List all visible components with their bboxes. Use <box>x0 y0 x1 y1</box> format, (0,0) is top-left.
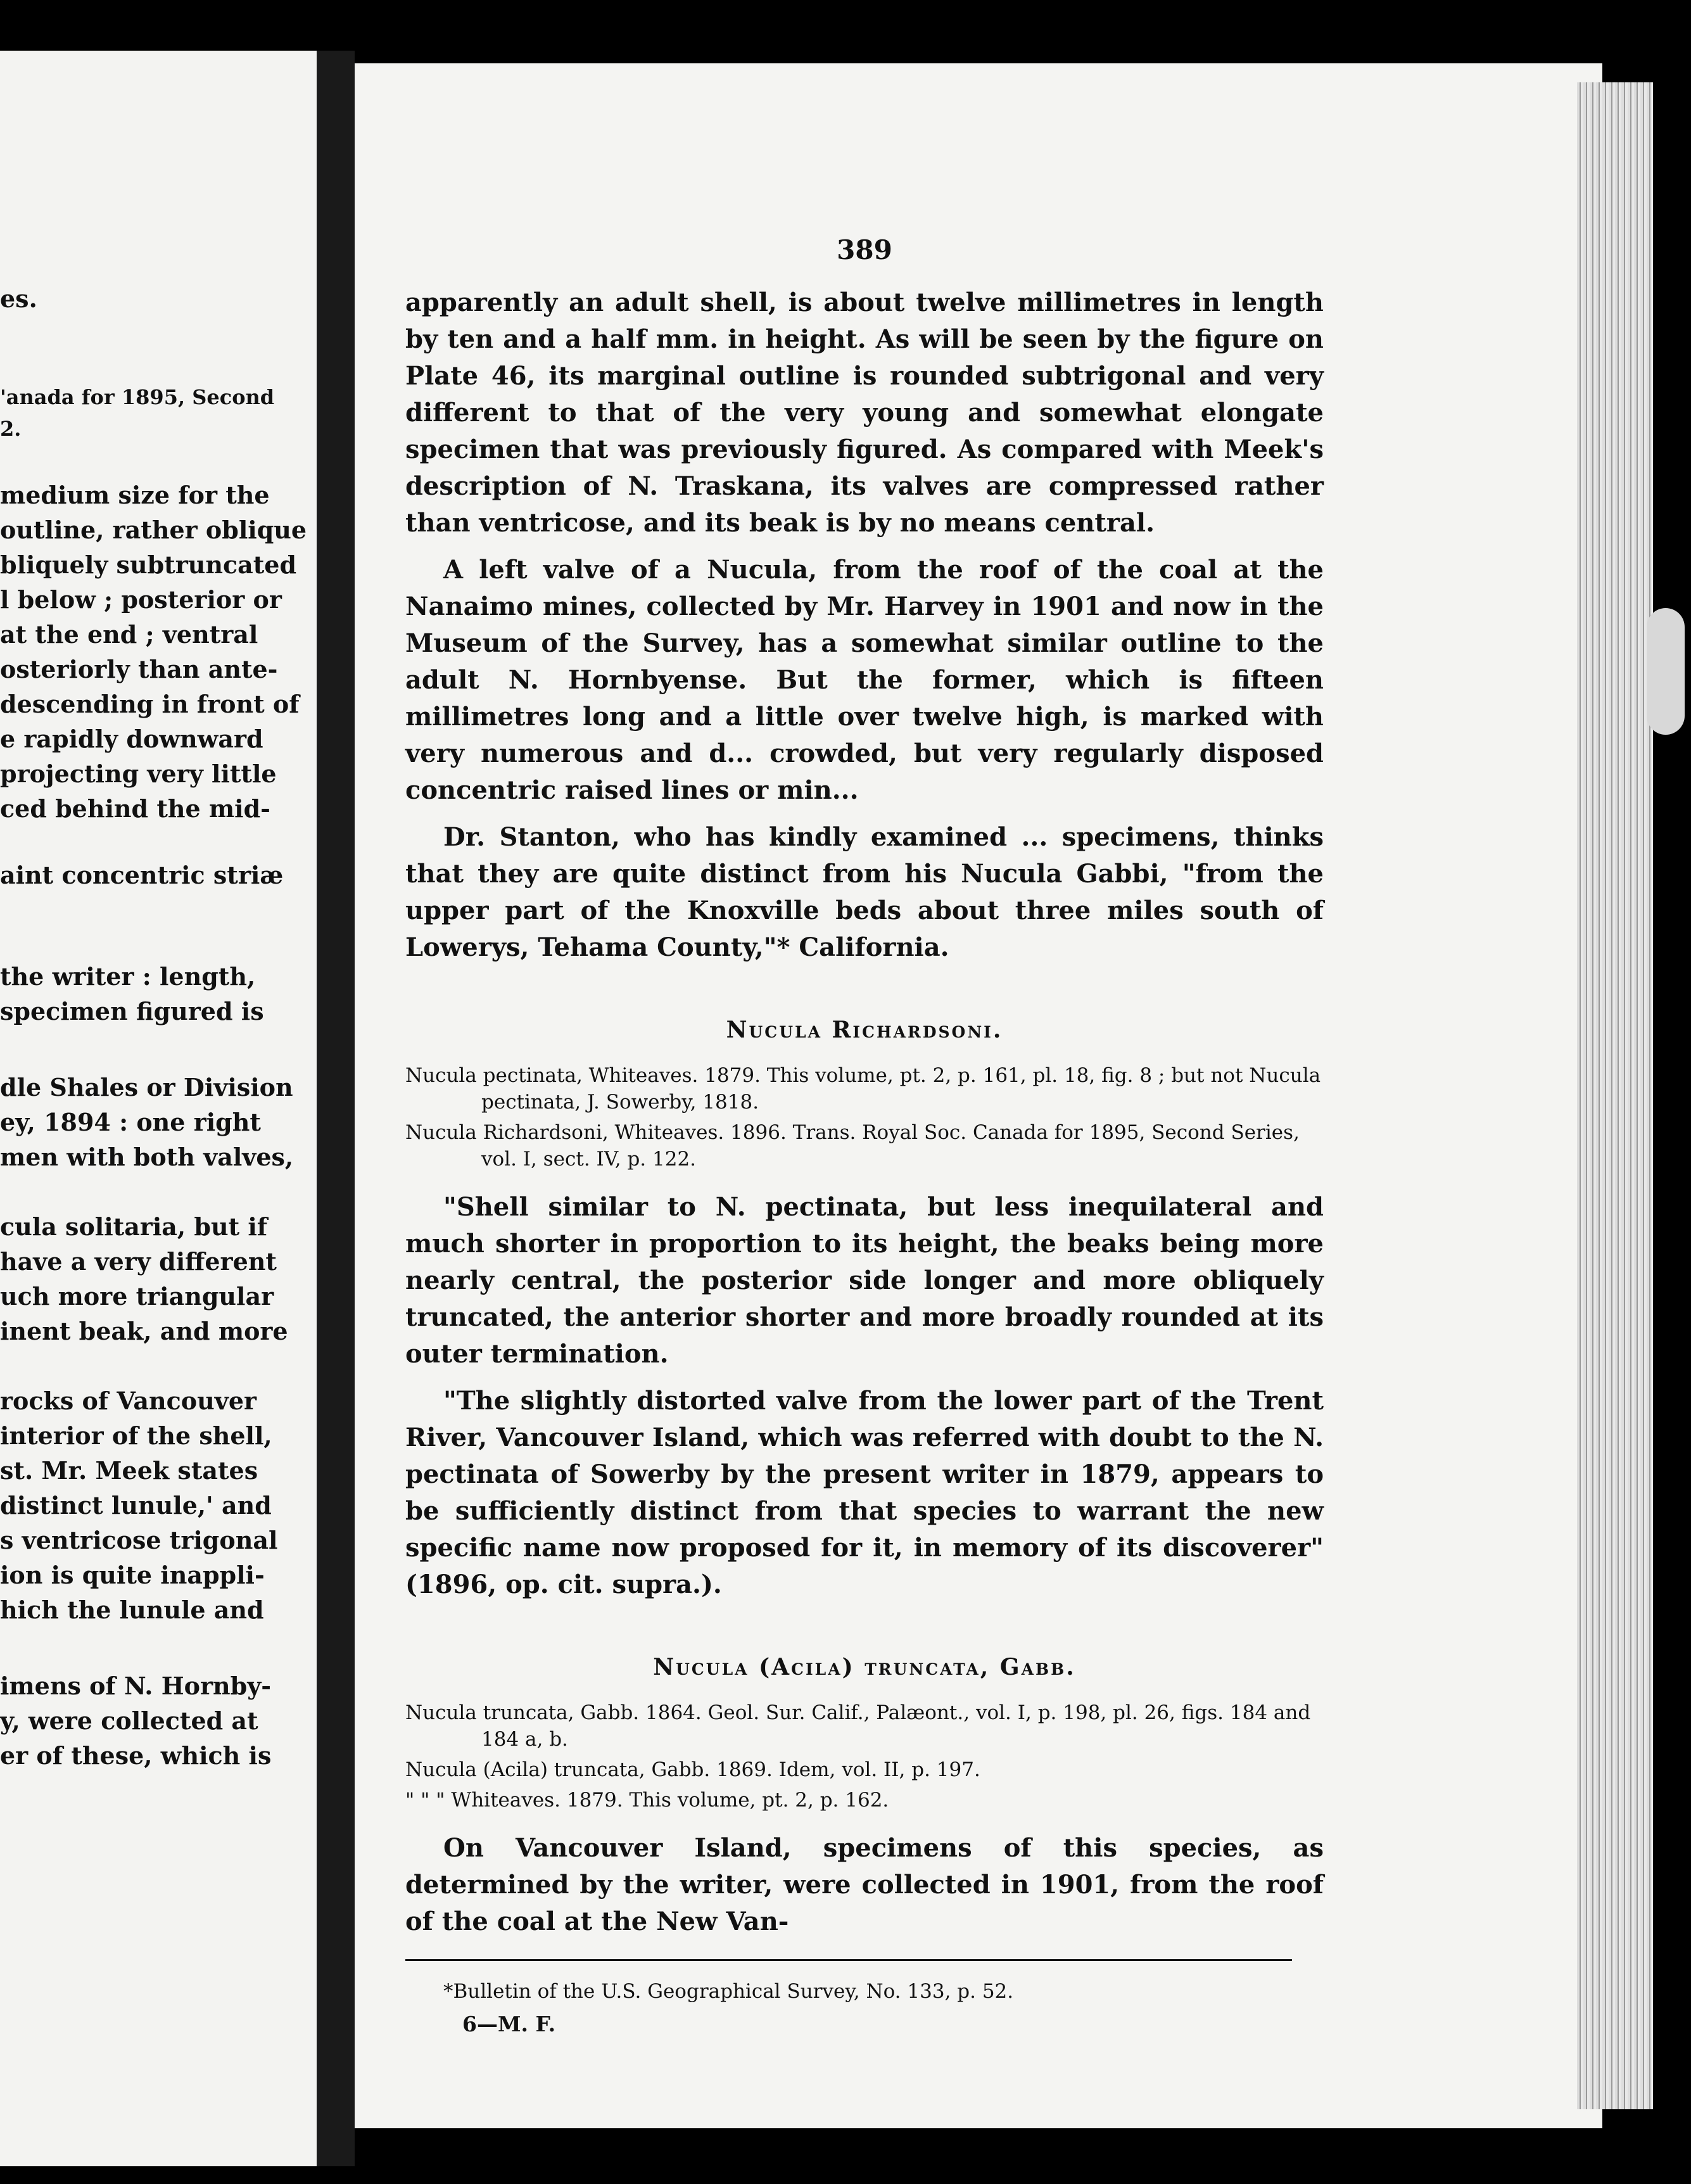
left-page <box>0 51 317 2166</box>
left-page-line: aint concentric striæ <box>0 861 284 889</box>
left-page-line: specimen figured is <box>0 997 264 1025</box>
paragraph-continuation: apparently an adult shell, is about twelve millimetres in length by ten and a half mm. in height. As will be seen by the figure on Plate 46, its marginal outline is rounded subtrigonal and very different to that of the very young and somewhat elongate specimen that was previously figured. As compared with Meek's description of N. Traskana, its valves are compressed rather than ventricose, and its beak is by no means central. <box>405 288 1324 538</box>
left-page-line: cula solitaria, but if <box>0 1212 268 1241</box>
left-page-line: rocks of Vancouver <box>0 1387 257 1415</box>
left-page-line: outline, rather oblique <box>0 516 307 544</box>
left-page-line: 'anada for 1895, Second <box>0 385 275 409</box>
left-page-line: inent beak, and more <box>0 1317 288 1345</box>
left-page-line: hich the lunule and <box>0 1596 264 1624</box>
left-page-line: y, were collected at <box>0 1706 258 1735</box>
left-page-line: er of these, which is <box>0 1741 272 1770</box>
left-page-line: es. <box>0 284 37 313</box>
page-edges <box>1577 82 1653 2109</box>
synonymy-richardsoni <box>405 1062 1324 1172</box>
footnote-rule <box>405 1959 1292 1961</box>
left-page-line: medium size for the <box>0 481 270 509</box>
synonym-entry: Nucula pectinata, Whiteaves. 1879. This volume, pt. 2, p. 161, pl. 18, fig. 8 ; but not Nucula pectinata, J. Sowerby, 1818. <box>405 1064 1321 1114</box>
heading-nucula-acila-truncata: Nucula (Acila) truncata, Gabb. <box>653 1654 1076 1680</box>
left-page-line: imens of N. Hornby- <box>0 1672 272 1700</box>
left-page-line: men with both valves, <box>0 1143 294 1171</box>
synonym-entry: " " " Whiteaves. 1879. This volume, pt. 2, p. 162. <box>405 1789 889 1812</box>
left-page-line: have a very different <box>0 1247 277 1276</box>
left-page-line: descending in front of <box>0 690 300 718</box>
left-page-line: bliquely subtruncated <box>0 550 297 579</box>
left-page-line: at the end ; ventral <box>0 620 258 649</box>
signature-mark: 6—M. F. <box>462 2012 556 2036</box>
left-page-line: distinct lunule,' and <box>0 1491 272 1520</box>
page-content <box>405 234 1324 2036</box>
page-stain <box>1647 608 1685 735</box>
left-page-line: projecting very little <box>0 759 277 788</box>
paragraph-stanton: Dr. Stanton, who has kindly examined ... specimens, thinks that they are quite distinct from his Nucula Gabbi, "from the upper part of the Knoxville beds about three miles south of Lowerys, Tehama County,"* California. <box>405 822 1324 962</box>
footnote: *Bulletin of the U.S. Geographical Survey, No. 133, p. 52. <box>443 1980 1014 2003</box>
left-page-line: ion is quite inappli- <box>0 1561 265 1589</box>
left-page-line: 2. <box>0 417 22 441</box>
paragraph-quote-description: "Shell similar to N. pectinata, but less inequilateral and much shorter in proportion to its height, the beaks being more nearly central, the posterior side longer and more obliquely truncated, the anterior shorter and more broadly rounded at its outer termination. <box>405 1192 1324 1369</box>
book-spine <box>317 51 355 2166</box>
synonym-entry: Nucula Richardsoni, Whiteaves. 1896. Trans. Royal Soc. Canada for 1895, Second Series, vol. I, sect. IV, p. 122. <box>405 1121 1300 1171</box>
synonym-entry: Nucula (Acila) truncata, Gabb. 1869. Idem, vol. II, p. 197. <box>405 1758 980 1781</box>
page-number: 389 <box>837 234 892 265</box>
left-page-line: l below ; posterior or <box>0 585 282 614</box>
left-page-line: interior of the shell, <box>0 1421 272 1450</box>
left-page-line: e rapidly downward <box>0 725 263 753</box>
left-page-line: dle Shales or Division <box>0 1073 293 1102</box>
left-page-line: ced behind the mid- <box>0 794 270 823</box>
left-page-line: the writer : length, <box>0 962 256 991</box>
paragraph-vancouver: On Vancouver Island, specimens of this species, as determined by the writer, were collected in 1901, from the roof of the coal at the New Van- <box>405 1833 1324 1936</box>
heading-nucula-richardsoni: Nucula Richardsoni. <box>726 1017 1003 1043</box>
synonymy-truncata <box>405 1699 1324 1813</box>
paragraph-quote-discovery: "The slightly distorted valve from the lower part of the Trent River, Vancouver Island, which was referred with doubt to the N. pectinata of Sowerby by the present writer in 1879, appears to be sufficiently distinct from that species to warrant the new specific name now proposed for it, in memory of its discoverer" (1896, op. cit. supra.). <box>405 1386 1324 1599</box>
synonym-entry: Nucula truncata, Gabb. 1864. Geol. Sur. Calif., Palæont., vol. I, p. 198, pl. 26, figs. 184 and 184 a, b. <box>405 1701 1311 1751</box>
left-page-line: osteriorly than ante- <box>0 655 278 683</box>
left-page-line: ey, 1894 : one right <box>0 1108 261 1136</box>
left-page-line: uch more triangular <box>0 1282 274 1311</box>
left-page-line: st. Mr. Meek states <box>0 1456 258 1485</box>
paragraph-left-valve: A left valve of a Nucula, from the roof of the coal at the Nanaimo mines, collected by Mr. Harvey in 1901 and now in the Museum of the Survey, has a somewhat similar outline to the adult N. Hornbyense. But the former, which is fifteen millimetres long and a little over twelve high, is marked with very numerous and d... crowded, but very regularly disposed concentric raised lines or min... <box>405 555 1324 805</box>
left-page-line: s ventricose trigonal <box>0 1526 278 1554</box>
